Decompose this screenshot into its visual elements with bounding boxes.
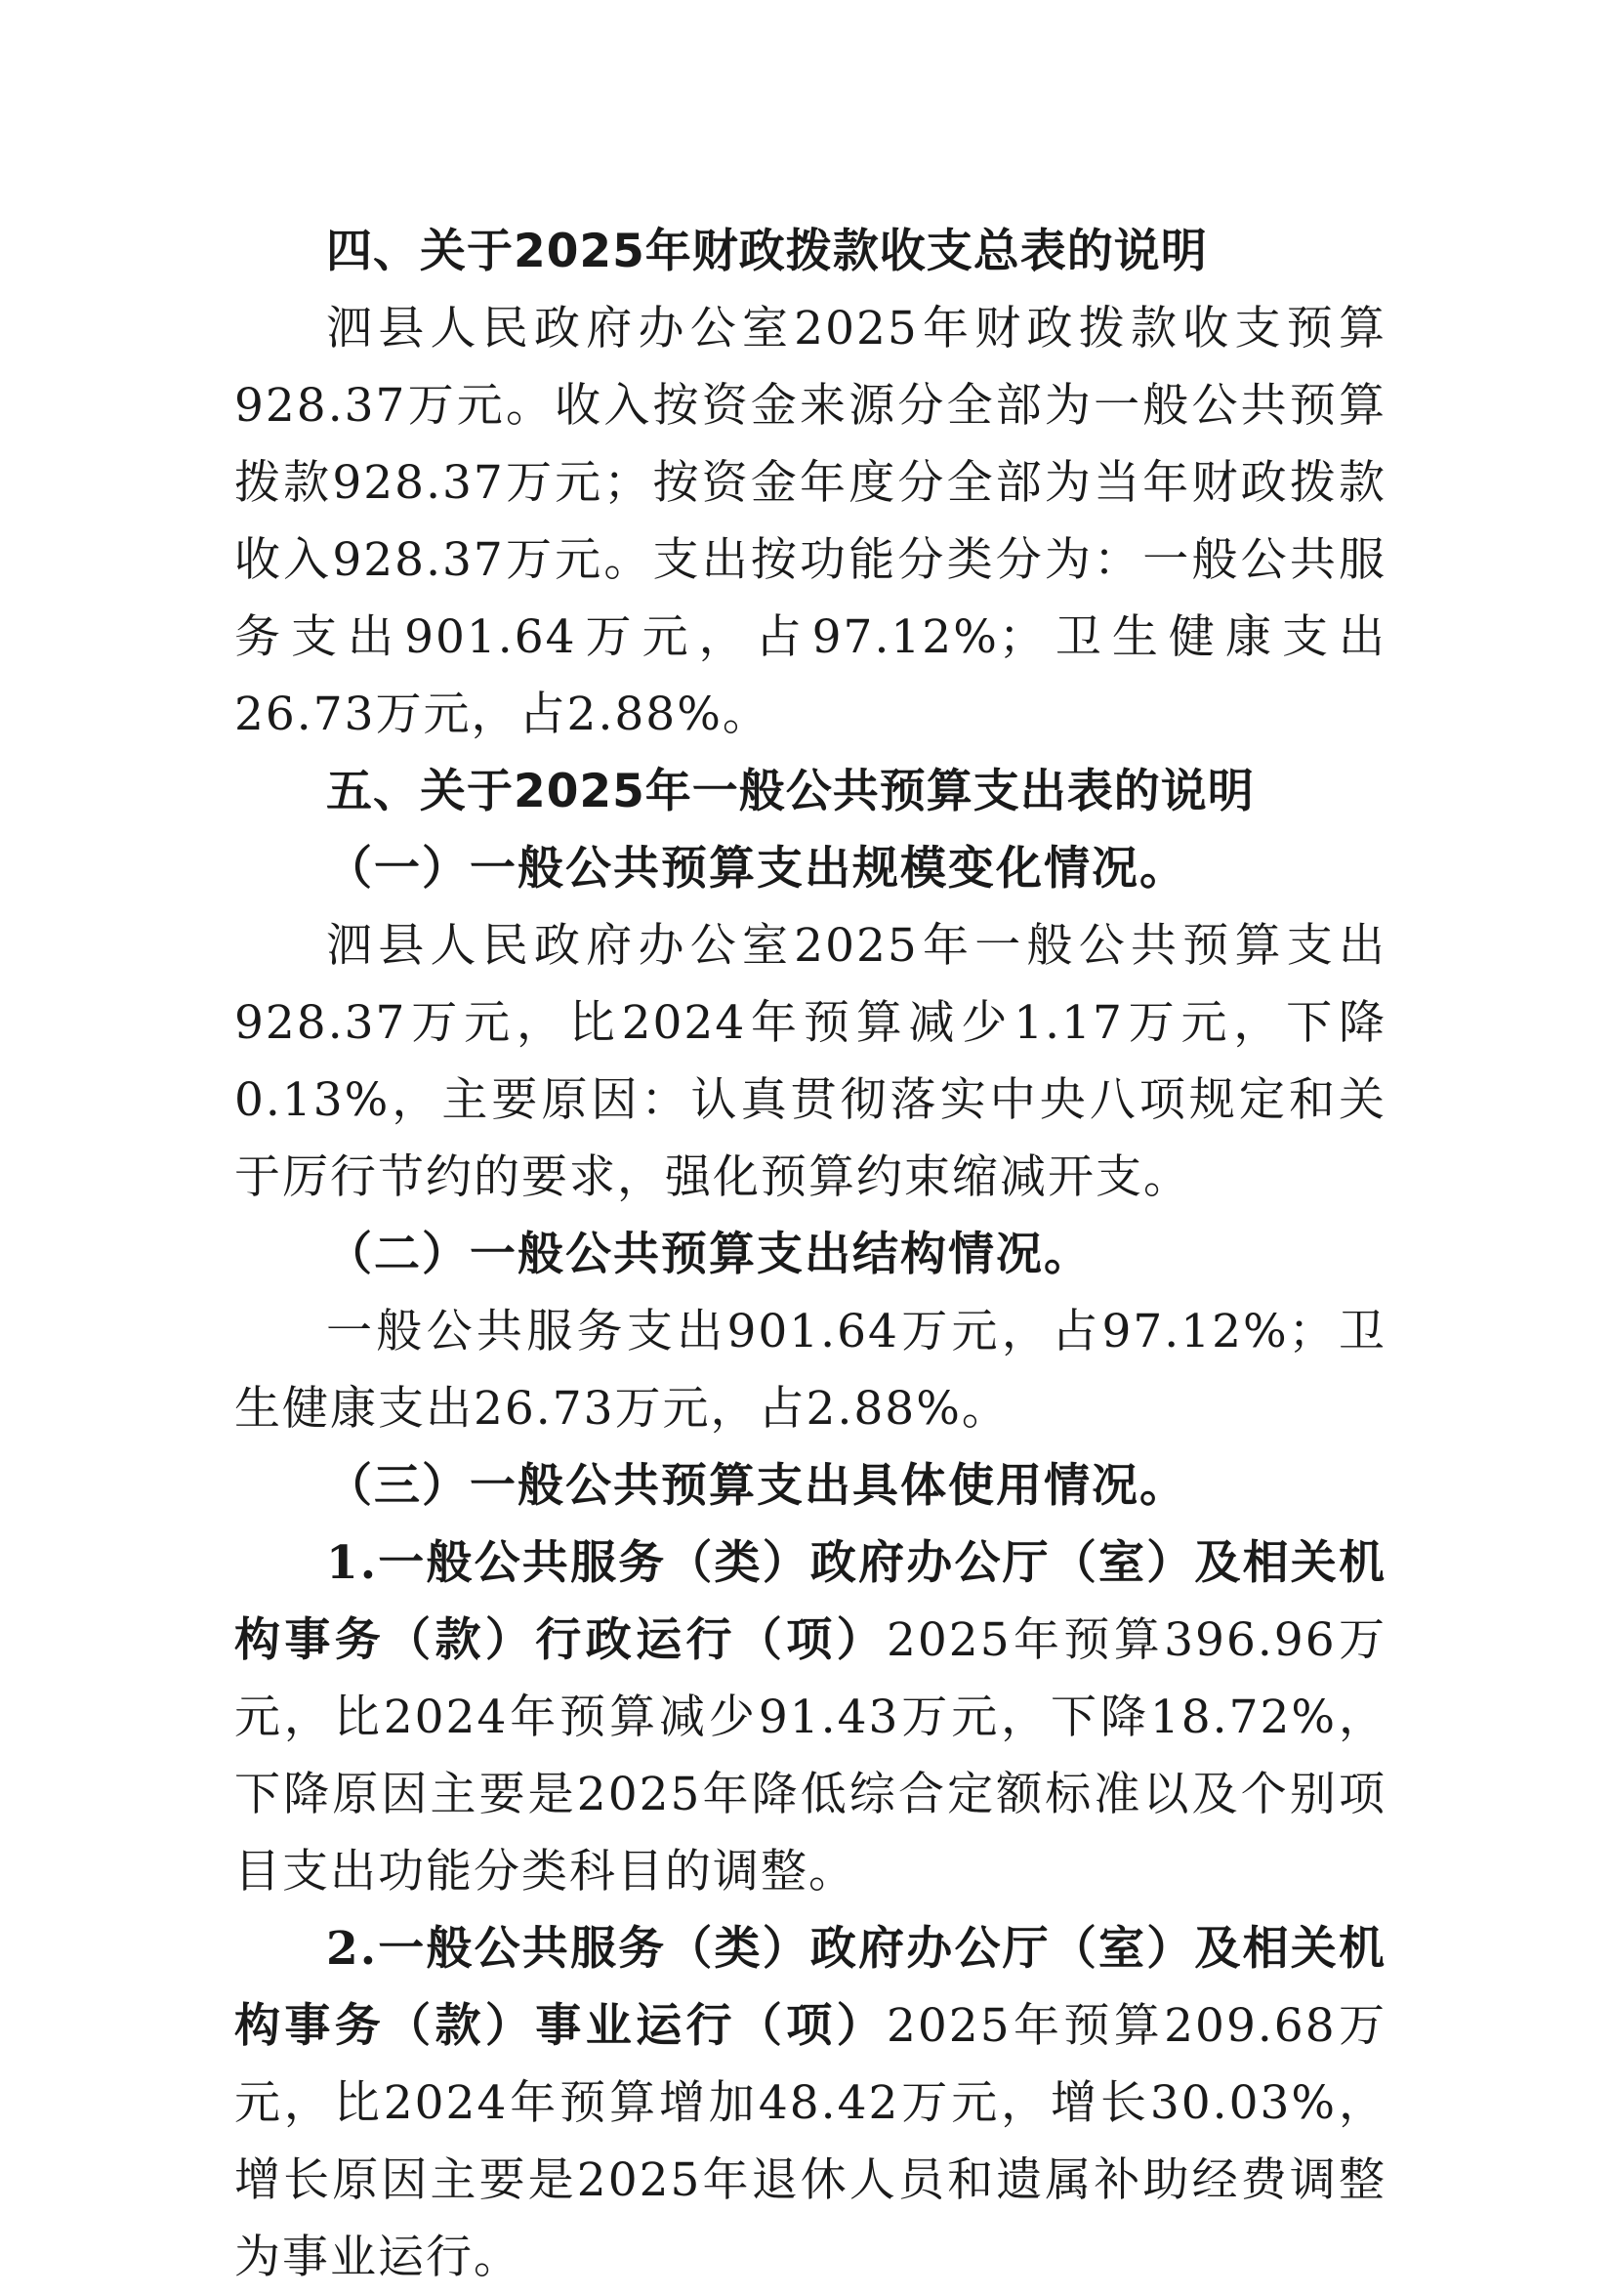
- item-1-text: 2025年预算396.96万元，比2024年预算减少91.43万元，下降18.72%，下降原因主要是2025年降低综合定额标准以及个别项目支出功能分类科目的调整。: [234, 1613, 1386, 1899]
- section-4-heading: 四、关于2025年财政拨款收支总表的说明: [326, 225, 1208, 278]
- subsection-1-paragraph: 泗县人民政府办公室2025年一般公共预算支出928.37万元，比2024年预算减少1.17万元，下降0.13%，主要原因：认真贯彻落实中央八项规定和关于厉行节约的要求，强化预算约束缩减开支。: [234, 919, 1386, 1204]
- subsection-2-paragraph: 一般公共服务支出901.64万元，占97.12%；卫生健康支出26.73万元，占2.88%。: [234, 1305, 1386, 1436]
- item-1-paragraph: [234, 1524, 1386, 1910]
- subsection-2-heading: （二）一般公共预算支出结构情况。: [326, 1228, 1092, 1281]
- section-4-paragraph: 泗县人民政府办公室2025年财政拨款收支预算928.37万元。收入按资金来源分全部为一般公共预算拨款928.37万元；按资金年度分全部为当年财政拨款收入928.37万元。支出按功能分类分为：一般公共服务支出901.64万元，占97.12%；卫生健康支出26.73万元，占2.88%。: [234, 302, 1386, 741]
- item-2-title: 2.一般公共服务（类）政府办公厅（室）及相关机构事务（款）事业运行（项）: [234, 1922, 1386, 2053]
- subsection-1-heading: （一）一般公共预算支出规模变化情况。: [326, 842, 1187, 896]
- item-1-title: 1.一般公共服务（类）政府办公厅（室）及相关机构事务（款）行政运行（项）: [234, 1536, 1386, 1667]
- subsection-3-heading: （三）一般公共预算支出具体使用情况。: [326, 1459, 1187, 1513]
- section-5-heading: 五、关于2025年一般公共预算支出表的说明: [326, 765, 1255, 818]
- document-body: [234, 213, 1386, 2296]
- item-2-text: 2025年预算209.68万元，比2024年预算增加48.42万元，增长30.03%，增长原因主要是2025年退休人员和遗属补助经费调整为事业运行。: [234, 1999, 1386, 2284]
- item-2-paragraph: [234, 1910, 1386, 2296]
